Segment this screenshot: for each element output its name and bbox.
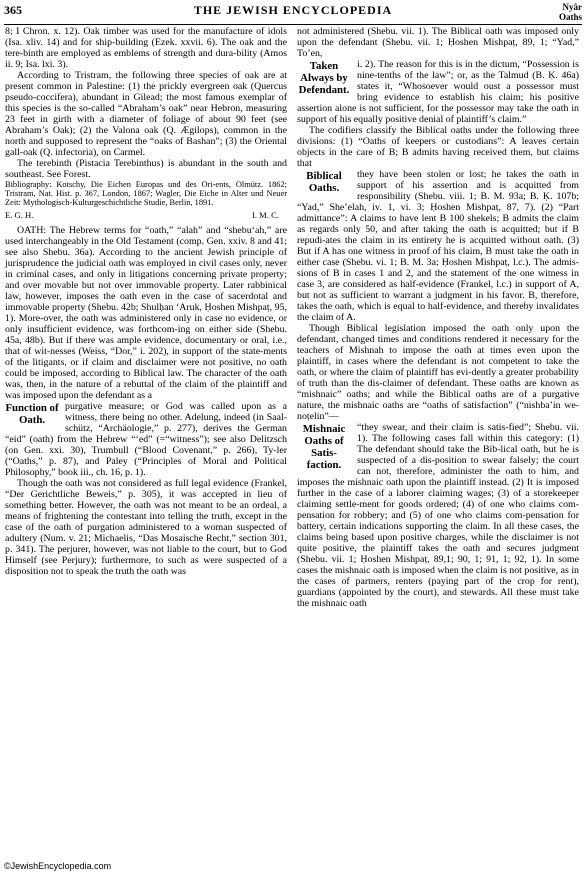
oak-paragraph-3: The terebinth (Pistacia Terebinthus) is abundant in the south and southeast. See Forest. [5,158,287,180]
oath-paragraph-1: OATH: The Hebrew terms for “oath,” “alah” and “shebu‘ah,” are used interchangeably in the Old Testament (comp. Gen. xxiv. 8 and 41; see also Shebu. 36a). According to the ancient Jewish principle of jurisprudence the judicial oath was employed in civil cases only, never in criminal cases, and only in litigations concerning private property; and over movable but not over immovable property. Later rabbinical law, however, imposes the oath even in the case of sacerdotal and immovable property (Shebu. 42b; Shulḥan ‘Aruk, Ḥoshen Mishpaṭ, 95, 1). More-over, the oath was administered only in case no evidence, or only insufficient evidence, was forthcom-ing on either side (Shebu. 45a, 48b). But if there was ample evidence, documentary or oral, i.e., that of wit-nesses (Weiss, “Dor,” i. 202), in support of the state-ments of the litigants, or if claim and disclaimer were not positive, no oath could be imposed, according to Biblical law. The character of the oath was, then, in the nature of a rebuttal of the claim of the plaintiff and was imposed upon the defendant as a [5,224,287,401]
right-paragraph-1: not administered (Shebu. vii. 1). The Biblical oath was imposed only upon the defendant (Shebu. vii. 1; Ḥoshen Mishpaṭ, 89, 1; “Yad,” To’en, [297,26,579,59]
right-column [297,26,579,609]
sidenote-function-of-oath: Function of Oath. [5,401,59,426]
running-head [559,2,582,22]
right-paragraph-4: they have been stolen or lost; he takes the oath in support of his assertion and is acquitted from responsibility (Shebu. viii. 1; B. M. 93a; B. Ḳ. 107b; “Yad,” She’elah, iv. 1, vi. 3; Ḥoshen Mishpaṭ, 87, 7). (2) “Part admittance”: A claims to have lent B 100 shekels; B admits the claim as regards only 50, and after taking the oath is acquitted; but if B repudi-ates the claim in its entirety he is acquitted without oath. (3) But if A has one witness in proof of his claim, B must take the oath in either case (Shebu. vi. 1; B. M. 3a; Ḥoshen Mishpaṭ, l.c.). The admis-sions of B in cases 1 and 2, and the statement of the one witness in case 3, are considered as half-evidence (Frankel, l.c.) in support of A, but not as sufficient to warrant a judgment in his favor. B, therefore, takes the oath, which is equal to half-evidence, and thereby invalidates the claim of A. [297,169,579,323]
author-signature [5,210,287,221]
page-header [4,2,582,25]
running-head-top: Nyâr [562,2,582,12]
oath-paragraph-2: purgative measure; or God was called upon as a witness, there being no other. Adelung, indeed (in Saal-schütz, “Archäologie,” p. 277), derives the German “eid” (oath) from the Hebrew “‘ed” (=“witness”); see also Delitzsch (on Gen. xxi. 30), Trumbull (“Blood Covenant,” p. 266), Ty-ler (“Oaths,” p. 87), and Paley (“Principles of Moral and Political Philosophy,” book iii., ch. 16, p. 1). [5,400,287,478]
sidenote-taken-always: Taken Always by Defendant. [298,60,350,96]
right-paragraph-3: The codifiers classify the Biblical oaths under the following three divisions: (1) “Oaths of keepers or custodians”: A leaves certain objects in the care of B; B admits having received them, but claims that [297,125,579,169]
left-column [5,26,287,577]
oath-paragraph-3: Though the oath was not considered as full legal evidence (Frankel, “Der Gerichtliche Beweis,” p. 305), it was accepted in lieu of something better. However, the oath was not meant to be an ordeal, a means of frightening the contestant into telling the truth, except in the case of the oath of purgation administered to a woman suspected of adultery (Num. v. 21; Michaelis, “Das Mosaische Recht,” section 301, p. 341). The perjurer, however, was not liable to the court, but to God Himself (see Perjury); furthermore, to such as were suspected of a disposition not to speak the truth the oath was [5,477,287,577]
right-paragraph-2: i. 2). The reason for this is in the dictum, “Possession is nine-tenths of the law”; or, as the Talmud (B. Ḳ. 46a) states it, “Whosoever would oust a possessor must bring evidence to establish his claim; his positive assertion alone is not sufficient, for the possessor may take the oath in support of his equally positive denial of plaintiff’s claim.” [297,59,579,125]
copyright-footer: ©JewishEncyclopedia.com [4,861,112,871]
right-paragraph-6: “they swear, and their claim is satis-fied”; Shebu. vii. 1). The following cases fall within this category: (1) The defendant should take the Bib-lical oath, but he is suspected of a dis-position to swear falsely; the court can not, therefore, administer the oath to him, and imposes the mishnaic oath upon the plaintiff instead. (2) It is imposed further in the case of a laborer claiming wages; (3) of a storekeeper claiming settle-ment for goods ordered; (4) of one who claims com-pensation for robbery; and (5) of one who claims com-pensation for battery, certain indications supporting the claim. In all these cases, the claims being based upon positive charges, while the disclaimer is not quite positive, the plaintiff takes the oath and secures judgment (Shebu. vii. 1; Ḥoshen Mishpaṭ, 89,1; 90, 1; 91, 1; 92, 1). In some cases the mishnaic oath is imposed when the claim is not positive, as in the cases of partners, renters (paying part of the crop for rent), guardians (appointed by the court), and stewards. All these must take the mishnaic oath [297,422,579,609]
signature-left: E. G. H. [5,209,34,220]
signature-right: I. M. C. [252,209,279,220]
right-paragraph-5: Though Biblical legislation imposed the oath only upon the defendant, changed times and conditions rendered it necessary for the teachers of Mishnah to impose the oath at times even upon the plaintiff, in cases where the defendant is not competent to take the oath, or where the claim of plaintiff has evi-dently a greater probability of truth than the dis-claimer of defendant. These oaths are known as “mishnaic” oaths; and while the Biblical oaths are of a purgative nature, the mishnaic oaths are “oaths of satisfaction” (“nishba’in we-noṭelin”— [297,323,579,422]
page-number: 365 [4,3,22,17]
oak-paragraph-2: According to Tristram, the following three species of oak are at present common in Palestine: (1) the prickly evergreen oak (Quercus pseudo-coccifera), abundant in Gilead; the most famous exemplar of this species is the so-called “Abraham’s oak” near Hebron, measuring 23 feet in girth with a diameter of foliage of about 90 feet (see Abraham’s Oak); (2) the Valona oak (Q. Ægilops), common in the north and supposed to represent the “oaks of Bashan”; (3) the Oriental gall-oak (Q. infectoria), on Carmel. [5,70,287,158]
bibliography: Bibliography: Kotschy, Die Eichen Europas und des Ori-ents, Olmütz. 1862; Tristram, Nat. Hist. p. 367, London, 1867; Wagler, Die Eiche in Alter und Neuer Zeit: Mythologisch-Kulturgeschichtliche Studie, Berlin, 1891. [5,180,287,208]
sidenote-mishnaic-oaths: Mishnaic Oaths of Satis-faction. [302,423,346,471]
sidenote-biblical-oaths: Biblical Oaths. [306,170,342,194]
running-head-bottom: Oaths [558,12,582,22]
oak-paragraph-1: 8; I Chron. x. 12). Oak timber was used for the manufacture of idols (Isa. xliv. 14) and for ship-building (Ezek. xxvii. 6). The oak and the tere-binth are employed as emblems of strength and dura-bility (Amos ii. 9; Isa. lxi. 3). [5,26,287,70]
page-title: THE JEWISH ENCYCLOPEDIA [193,3,393,17]
